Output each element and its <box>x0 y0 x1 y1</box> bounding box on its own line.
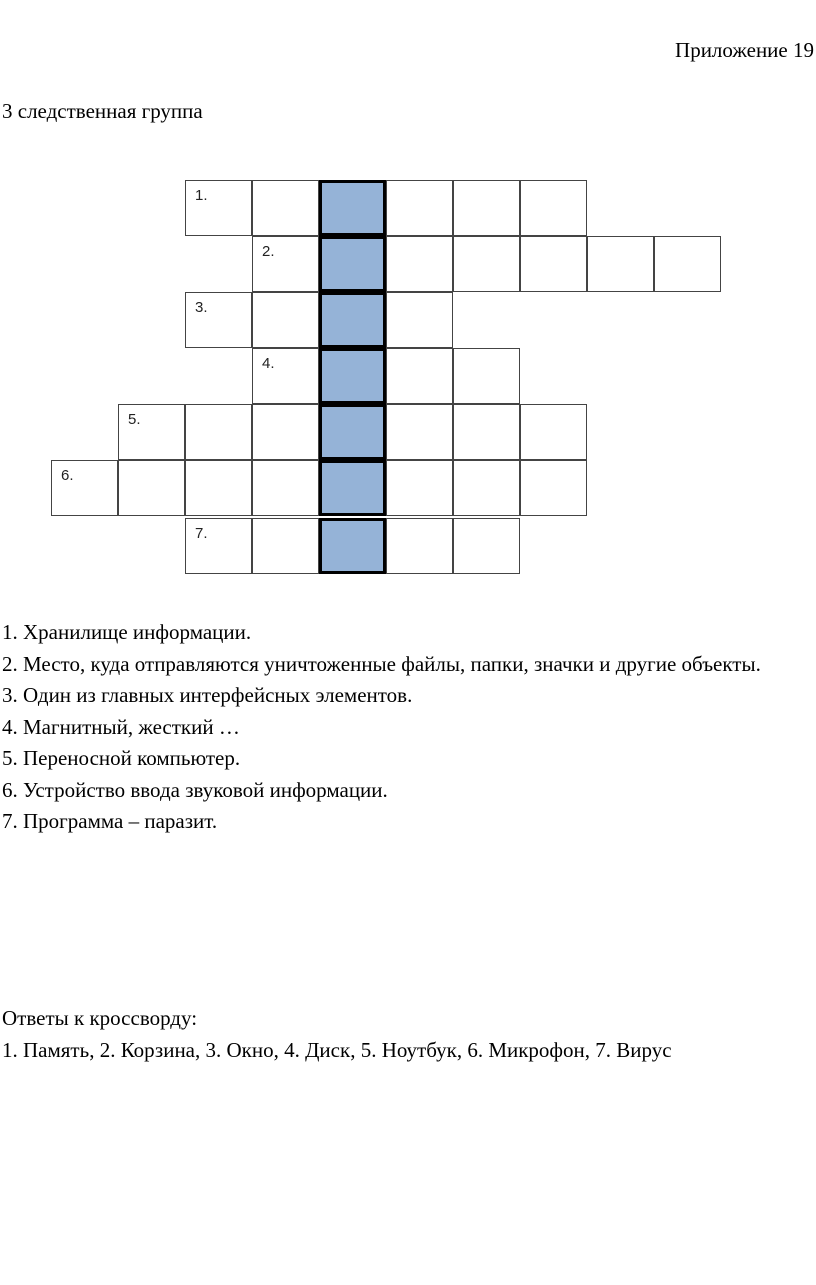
crossword-grid <box>0 0 816 600</box>
crossword-cell[interactable] <box>453 404 520 460</box>
crossword-cell[interactable] <box>185 180 252 236</box>
answers-text: 1. Память, 2. Корзина, 3. Окно, 4. Диск, 5. Ноутбук, 6. Микрофон, 7. Вирус <box>2 1038 672 1062</box>
crossword-cell[interactable] <box>520 236 587 292</box>
crossword-cell[interactable] <box>386 518 453 574</box>
clue-number-7: 7. <box>195 525 208 542</box>
appendix-label: Приложение 19 <box>675 38 814 62</box>
crossword-cell[interactable] <box>185 460 252 516</box>
clue-list <box>2 617 814 838</box>
crossword-cell[interactable] <box>118 460 185 516</box>
keyword-cell[interactable] <box>319 292 386 348</box>
crossword-cell[interactable] <box>520 460 587 516</box>
keyword-cell[interactable] <box>319 460 386 516</box>
crossword-cell[interactable] <box>118 404 185 460</box>
crossword-cell[interactable] <box>453 180 520 236</box>
clue-number-5: 5. <box>128 411 141 428</box>
crossword-cell[interactable] <box>453 236 520 292</box>
crossword-cell[interactable] <box>386 348 453 404</box>
keyword-cell[interactable] <box>319 180 386 236</box>
clue-item: 4. Магнитный, жесткий … <box>2 714 240 739</box>
crossword-cell[interactable] <box>587 236 654 292</box>
crossword-cell[interactable] <box>185 292 252 348</box>
clue-number-3: 3. <box>195 299 208 316</box>
crossword-cell[interactable] <box>185 404 252 460</box>
crossword-cell[interactable] <box>252 236 319 292</box>
clue-number-4: 4. <box>262 355 275 372</box>
answers-title: Ответы к кроссворду: <box>2 1006 198 1030</box>
crossword-cell[interactable] <box>386 236 453 292</box>
clue-number-2: 2. <box>262 243 275 260</box>
crossword-cell[interactable] <box>453 348 520 404</box>
clue-number-6: 6. <box>61 467 74 484</box>
crossword-cell[interactable] <box>252 292 319 348</box>
keyword-cell[interactable] <box>319 518 386 574</box>
clue-item: 7. Программа – паразит. <box>2 809 218 833</box>
crossword-cell[interactable] <box>654 236 721 292</box>
clue-item: 1. Хранилище информации. <box>2 620 252 644</box>
crossword-cell[interactable] <box>520 404 587 460</box>
crossword-cell[interactable] <box>185 518 252 574</box>
crossword-cell[interactable] <box>386 404 453 460</box>
crossword-cell[interactable] <box>252 180 319 236</box>
clue-item: 5. Переносной компьютер. <box>2 746 241 770</box>
keyword-cell[interactable] <box>319 236 386 292</box>
crossword-cell[interactable] <box>51 460 118 516</box>
clue-item: 2. Место, куда отправляются уничтоженные файлы, папки, значки и другие объекты. <box>2 651 761 676</box>
keyword-cell[interactable] <box>319 348 386 404</box>
crossword-cell[interactable] <box>386 180 453 236</box>
group-label: 3 следственная группа <box>2 99 203 123</box>
clue-item: 3. Один из главных интерфейсных элементов. <box>2 683 413 707</box>
crossword-cell[interactable] <box>520 180 587 236</box>
crossword-cell[interactable] <box>252 460 319 516</box>
crossword-cell[interactable] <box>386 292 453 348</box>
crossword-cell[interactable] <box>252 404 319 460</box>
crossword-cell[interactable] <box>386 460 453 516</box>
crossword-cell[interactable] <box>252 348 319 404</box>
crossword-cell[interactable] <box>252 518 319 574</box>
clue-item: 6. Устройство ввода звуковой информации. <box>2 777 388 802</box>
crossword-cell[interactable] <box>453 518 520 574</box>
crossword-cell[interactable] <box>453 460 520 516</box>
keyword-cell[interactable] <box>319 404 386 460</box>
clue-number-1: 1. <box>195 187 208 204</box>
